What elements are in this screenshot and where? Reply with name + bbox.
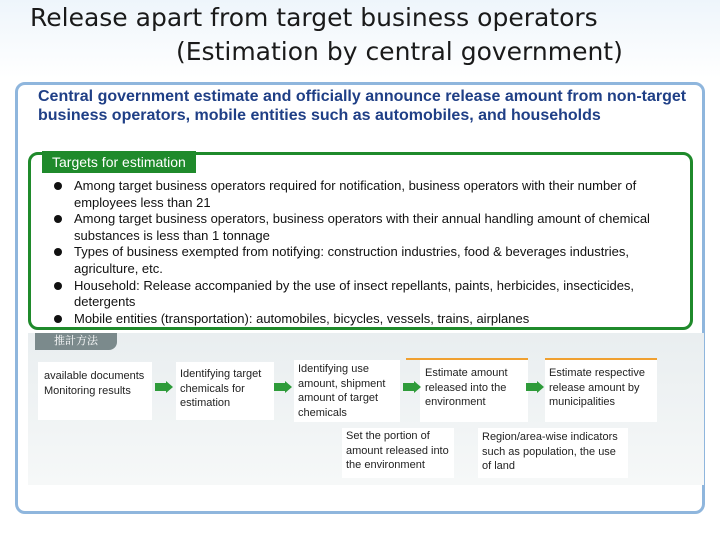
arrow-right-icon xyxy=(274,381,292,393)
method-tab: 推計方法 xyxy=(35,333,117,350)
bullet-icon xyxy=(54,282,62,290)
target-item xyxy=(52,178,692,211)
target-item xyxy=(52,211,692,244)
slide-title-line1: Release apart from target business operators xyxy=(30,3,598,32)
slide-title-line2: (Estimation by central government) xyxy=(176,37,623,66)
targets-list xyxy=(52,178,692,327)
step-documents: available documents Monitoring results xyxy=(44,370,145,397)
intro-text: Central government estimate and officially announce release amount from non-target business operators, mobile entities such as automobiles, and households xyxy=(38,88,687,124)
target-item xyxy=(52,311,692,328)
arrow-right-icon xyxy=(155,381,173,393)
note-portion: Set the portion of amount released into the environment xyxy=(346,430,449,471)
step-identify-amounts: Identifying use amount, shipment amount of target chemicals xyxy=(298,363,386,419)
bullet-icon xyxy=(54,182,62,190)
arrow-right-icon xyxy=(403,381,421,393)
target-item-text: Among target business operators, business operators with their annual handling amount of chemical substances is less than 1 tonnage xyxy=(74,211,650,243)
step-estimate-release: Estimate amount released into the environment xyxy=(425,367,508,408)
note-indicators: Region/area-wise indicators such as population, the use of land xyxy=(482,431,618,472)
target-item-text: Types of business exempted from notifying: construction industries, food & beverages industries, agriculture, etc. xyxy=(74,244,629,276)
arrow-right-icon xyxy=(526,381,544,393)
targets-heading: Targets for estimation xyxy=(42,151,196,173)
target-item-text: Among target business operators required for notification, business operators with their number of employees less than 21 xyxy=(74,178,637,210)
target-item xyxy=(52,244,692,277)
target-item-text: Household: Release accompanied by the use of insect repellants, paints, herbicides, insecticides, detergents xyxy=(74,277,635,310)
accent-line xyxy=(406,358,528,360)
step-identify-chemicals: Identifying target chemicals for estimation xyxy=(180,368,262,409)
accent-line xyxy=(545,358,657,360)
bullet-icon xyxy=(54,248,62,256)
bullet-icon xyxy=(54,215,62,223)
bullet-icon xyxy=(54,315,62,323)
target-item-text: Mobile entities (transportation): automobiles, bicycles, vessels, trains, airplanes xyxy=(74,310,530,326)
target-item xyxy=(52,278,692,311)
step-municipalities: Estimate respective release amount by municipalities xyxy=(549,367,645,408)
